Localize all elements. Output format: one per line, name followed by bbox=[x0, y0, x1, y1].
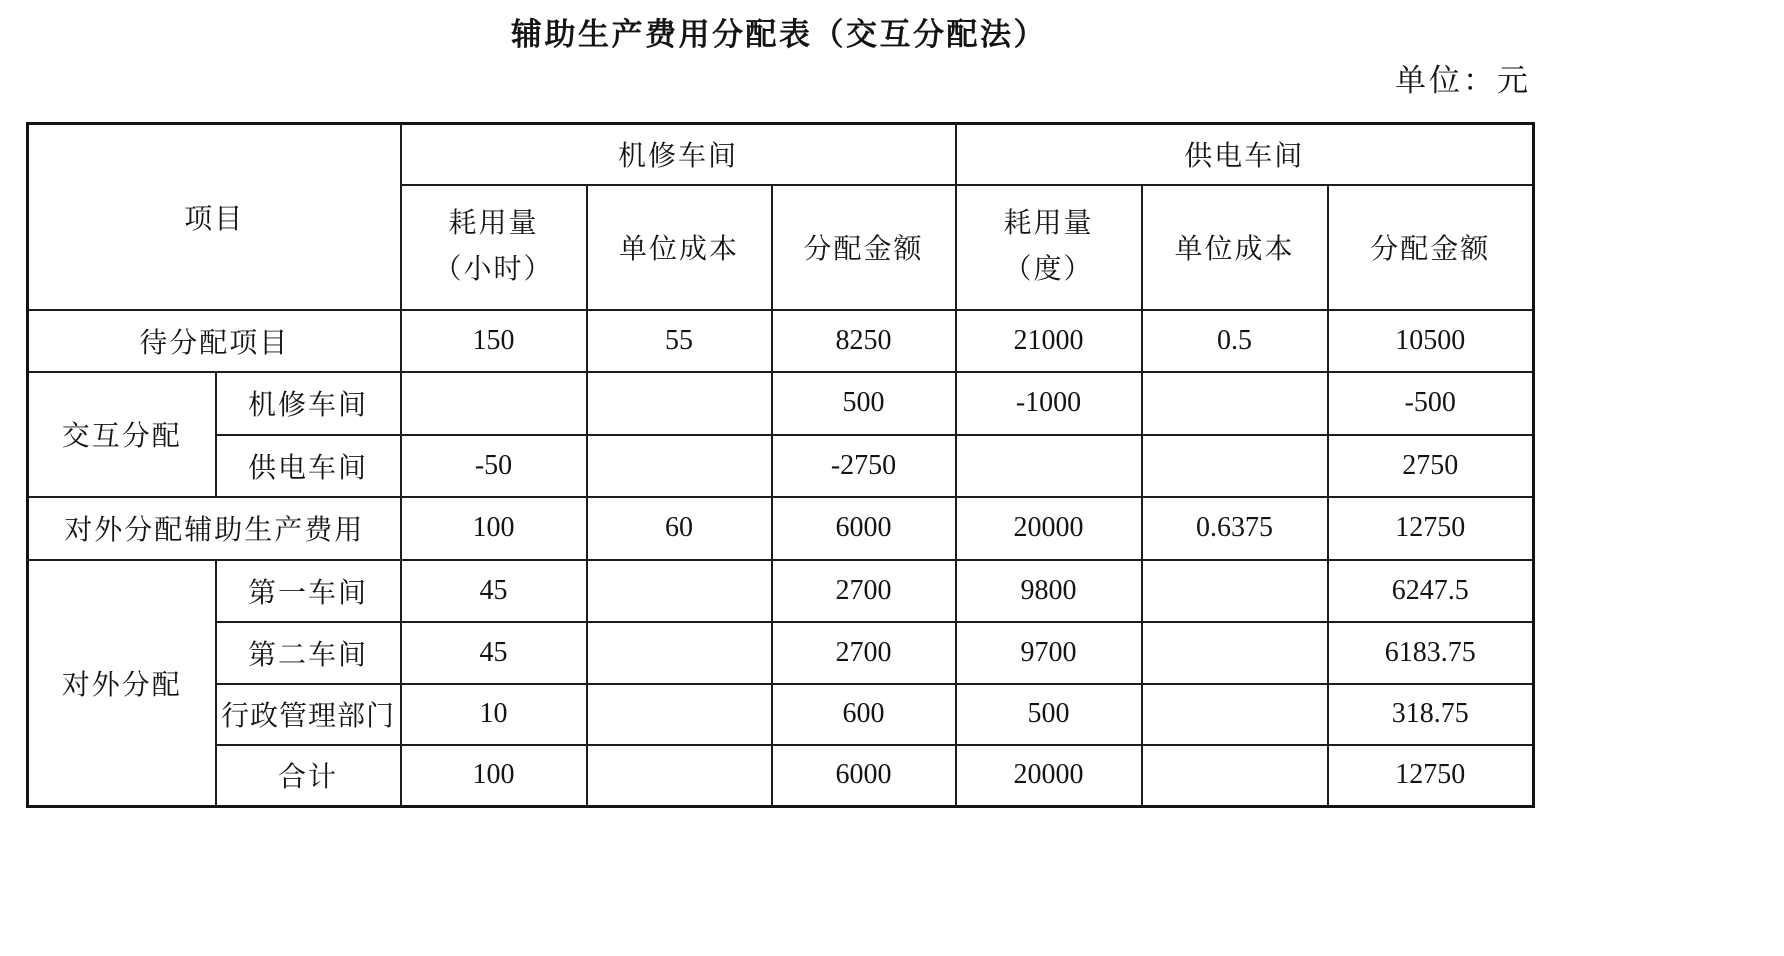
cell-power-usage: 20000 bbox=[956, 745, 1142, 807]
header-group-power-workshop: 供电车间 bbox=[956, 124, 1534, 185]
cell-power-amount: 6247.5 bbox=[1328, 560, 1534, 622]
cell-power-usage: 9700 bbox=[956, 622, 1142, 684]
header-repair-unit-cost: 单位成本 bbox=[587, 185, 772, 310]
row-external-workshop-2 bbox=[28, 622, 1534, 684]
cell-power-amount: -500 bbox=[1328, 372, 1534, 435]
cell-power-amount: 10500 bbox=[1328, 310, 1534, 372]
row-label-external-cost: 对外分配辅助生产费用 bbox=[28, 497, 401, 560]
row-label-mutual-repair: 机修车间 bbox=[216, 372, 401, 435]
cell-repair-unit-cost bbox=[587, 622, 772, 684]
row-mutual-power bbox=[28, 435, 1534, 497]
cell-repair-unit-cost: 55 bbox=[587, 310, 772, 372]
cell-repair-usage bbox=[401, 372, 587, 435]
cell-repair-unit-cost bbox=[587, 372, 772, 435]
cell-power-unit-cost bbox=[1142, 622, 1328, 684]
cell-power-usage: -1000 bbox=[956, 372, 1142, 435]
header-item: 项目 bbox=[28, 124, 401, 310]
cell-repair-amount: 500 bbox=[772, 372, 956, 435]
row-label-admin-dept: 行政管理部门 bbox=[216, 684, 401, 745]
row-external-workshop-1 bbox=[28, 560, 1534, 622]
header-group-repair-workshop: 机修车间 bbox=[401, 124, 956, 185]
cell-power-unit-cost: 0.6375 bbox=[1142, 497, 1328, 560]
cell-power-unit-cost bbox=[1142, 745, 1328, 807]
cell-power-unit-cost bbox=[1142, 684, 1328, 745]
cell-repair-usage: -50 bbox=[401, 435, 587, 497]
cell-power-amount: 12750 bbox=[1328, 497, 1534, 560]
header-repair-usage-line1: 耗用量 bbox=[448, 208, 539, 239]
header-power-amount: 分配金额 bbox=[1328, 185, 1534, 310]
row-label-to-allocate: 待分配项目 bbox=[28, 310, 401, 372]
cell-power-usage bbox=[956, 435, 1142, 497]
cell-repair-unit-cost bbox=[587, 745, 772, 807]
header-power-unit-cost: 单位成本 bbox=[1142, 185, 1328, 310]
cell-power-amount: 6183.75 bbox=[1328, 622, 1534, 684]
cell-power-usage: 9800 bbox=[956, 560, 1142, 622]
cell-repair-amount: 6000 bbox=[772, 745, 956, 807]
row-mutual-repair bbox=[28, 372, 1534, 435]
row-label-workshop-1: 第一车间 bbox=[216, 560, 401, 622]
cell-repair-amount: 2700 bbox=[772, 560, 956, 622]
header-power-usage-line2: （度） bbox=[1003, 254, 1094, 285]
row-label-total: 合计 bbox=[216, 745, 401, 807]
cell-power-unit-cost bbox=[1142, 435, 1328, 497]
cell-repair-unit-cost bbox=[587, 684, 772, 745]
unit-label: 单位：元 bbox=[1395, 63, 1531, 98]
cell-power-usage: 500 bbox=[956, 684, 1142, 745]
cell-repair-usage: 10 bbox=[401, 684, 587, 745]
cell-power-unit-cost: 0.5 bbox=[1142, 310, 1328, 372]
cell-repair-unit-cost bbox=[587, 435, 772, 497]
allocation-table bbox=[26, 122, 1535, 808]
cell-repair-amount: -2750 bbox=[772, 435, 956, 497]
group-label-external-allocation: 对外分配 bbox=[28, 560, 216, 807]
cell-repair-usage: 150 bbox=[401, 310, 587, 372]
cell-repair-unit-cost: 60 bbox=[587, 497, 772, 560]
header-repair-usage bbox=[401, 185, 587, 310]
cell-repair-usage: 45 bbox=[401, 622, 587, 684]
header-row-groups bbox=[28, 124, 1534, 185]
group-label-mutual-allocation: 交互分配 bbox=[28, 372, 216, 497]
header-repair-usage-line2: （小时） bbox=[433, 254, 554, 285]
cell-repair-usage: 45 bbox=[401, 560, 587, 622]
row-external-admin bbox=[28, 684, 1534, 745]
cell-power-amount: 318.75 bbox=[1328, 684, 1534, 745]
cell-power-usage: 20000 bbox=[956, 497, 1142, 560]
cell-repair-amount: 600 bbox=[772, 684, 956, 745]
cell-power-unit-cost bbox=[1142, 560, 1328, 622]
cell-repair-amount: 2700 bbox=[772, 622, 956, 684]
cell-power-amount: 2750 bbox=[1328, 435, 1534, 497]
document-title: 辅助生产费用分配表（交互分配法） bbox=[511, 17, 1047, 53]
cell-repair-unit-cost bbox=[587, 560, 772, 622]
header-power-usage-line1: 耗用量 bbox=[1003, 208, 1094, 239]
cell-power-unit-cost bbox=[1142, 372, 1328, 435]
cell-power-usage: 21000 bbox=[956, 310, 1142, 372]
row-to-allocate bbox=[28, 310, 1534, 372]
cell-repair-amount: 6000 bbox=[772, 497, 956, 560]
cell-repair-usage: 100 bbox=[401, 745, 587, 807]
row-external-total bbox=[28, 745, 1534, 807]
header-power-usage bbox=[956, 185, 1142, 310]
header-repair-amount: 分配金额 bbox=[772, 185, 956, 310]
cell-power-amount: 12750 bbox=[1328, 745, 1534, 807]
row-label-mutual-power: 供电车间 bbox=[216, 435, 401, 497]
cell-repair-usage: 100 bbox=[401, 497, 587, 560]
row-external-cost bbox=[28, 497, 1534, 560]
row-label-workshop-2: 第二车间 bbox=[216, 622, 401, 684]
cell-repair-amount: 8250 bbox=[772, 310, 956, 372]
